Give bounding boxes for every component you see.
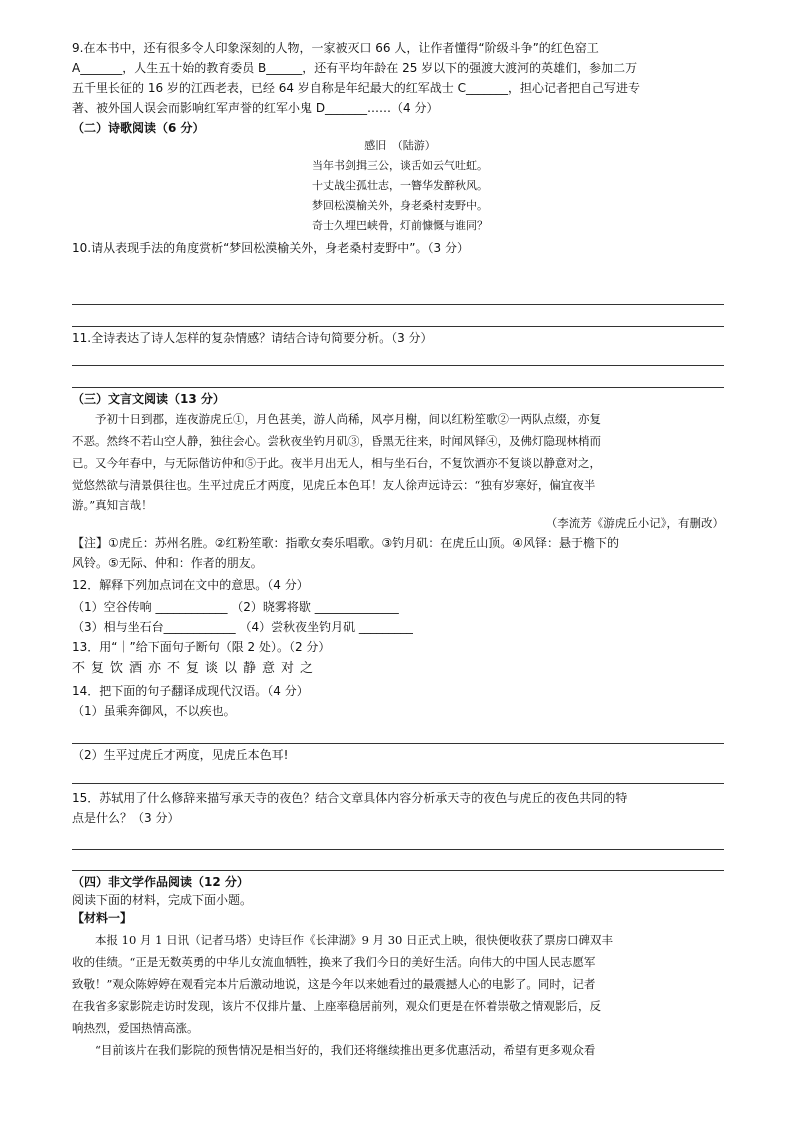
material-1-line-2: 收的佳绩。“正是无数英勇的中华儿女流血牺牲，换来了我们今日的美好生活。向伟大的中国人民志愿军	[72, 955, 596, 969]
material-1-line-4: 在我省多家影院走访时发现，该片不仅排片量、上座率稳居前列，观众们更是在怀着崇敬之情观影后，反	[72, 999, 601, 1013]
answer-line	[72, 783, 724, 784]
poem-line-1: 当年书剑揖三公，谈舌如云气吐虹。	[312, 159, 488, 172]
passage-line-5: 游。”真知言哉！	[72, 498, 153, 512]
note-line-2: 风铃。⑤无际、仲和：作者的朋友。	[72, 556, 263, 570]
q9-line-3: 五千里长征的 16 岁的江西老表，已经 64 岁自称是年纪最大的红军战士 C_______，担心记者把自己写进专	[72, 81, 640, 95]
poem-line-3: 梦回松漠榆关外，身老桑村麦野中。	[312, 199, 488, 212]
section-2-heading: （二）诗歌阅读（6 分）	[72, 121, 205, 135]
question-12-items-b	[72, 617, 724, 637]
q9-line-4: 著、被外国人误会而影响红军声誉的红军小鬼 D_______……（4 分）	[72, 101, 439, 115]
answer-line	[72, 365, 724, 366]
question-15-line-1: 15．苏轼用了什么修辞来描写承天寺的夜色？结合文章具体内容分析承天寺的夜色与虎丘的夜色共同的特	[72, 791, 628, 805]
question-14: 14．把下面的句子翻译成现代汉语。（4 分）	[72, 684, 309, 698]
q14-item-2: （2）生平过虎丘才两度，见虎丘本色耳!	[72, 748, 289, 762]
material-1-line-3: 致敬！”观众陈婷婷在观看完本片后激动地说，这是今年以来她看过的最震撼人心的电影了。同时，记者	[72, 977, 596, 991]
question-12-items-a	[72, 597, 724, 617]
poem-line-4: 奇士久埋巴峡骨，灯前慷慨与谁同？	[312, 219, 488, 232]
q12-item-2: （2）晓雾将歇 ______________	[231, 600, 399, 614]
material-1-label: 【材料一】	[72, 911, 133, 925]
material-1-line-6: “目前该片在我们影院的预售情况是相当好的，我们还将继续推出更多优惠活动，希望有更多观众看	[72, 1043, 596, 1057]
material-1-line-1: 本报 10 月 1 日讯（记者马塔）史诗巨作《长津湖》9 月 30 日正式上映，很快便收获了票房口碑双丰	[72, 933, 613, 947]
q12-item-4: （4）尝秋夜坐钓月矶 _________	[239, 620, 413, 634]
passage-line-1: 予初十日到郡，连夜游虎丘①，月色甚美，游人尚稀，风亭月榭，间以红粉笙歌②一两队点缀，亦复	[72, 412, 601, 426]
section-3-heading: （三）文言文阅读（13 分）	[72, 392, 225, 406]
q12-item-1: （1）空谷传响 ____________	[72, 600, 228, 614]
section-4-intro: 阅读下面的材料，完成下面小题。	[72, 893, 253, 907]
answer-line	[72, 849, 724, 850]
passage-line-2: 不恶。然终不若山空人静，独往会心。尝秋夜坐钓月矶③，昏黑无往来，时闻风铎④，及佛灯隐现林梢而	[72, 434, 601, 448]
section-4-heading: （四）非文学作品阅读（12 分）	[72, 875, 249, 889]
q9-line-2: A_______，人生五十始的教育委员 B______，还有平均年龄在 25 岁以下的强渡大渡河的英雄们，参加二万	[72, 61, 638, 75]
poem-line-2: 十丈战尘孤壮志，一簪华发醉秋风。	[312, 179, 488, 192]
question-13: 13．用“｜”给下面句子断句（限 2 处）。（2 分）	[72, 640, 331, 654]
answer-line	[72, 326, 724, 327]
passage-line-3: 已。又今年春中，与无际偕访仲和⑤于此。夜半月出无人，相与坐石台，不复饮酒亦不复谈以静意对之，	[72, 456, 601, 470]
answer-line	[72, 743, 724, 744]
note-line-1: 【注】①虎丘：苏州名胜。②红粉笙歌：指歌女奏乐唱歌。③钓月矶：在虎丘山顶。④风铎：悬于檐下的	[72, 536, 620, 550]
passage-line-4: 觉悠然欲与清景俱往也。生平过虎丘才两度，见虎丘本色耳！友人徐声远诗云：“独有岁寒好，偏宜夜半	[72, 478, 596, 492]
question-12: 12．解释下列加点词在文中的意思。（4 分）	[72, 578, 309, 592]
q13-sentence: 不复饮酒亦不复谈以静意对之	[72, 661, 320, 676]
question-15-line-2: 点是什么？（3 分）	[72, 811, 180, 825]
question-10: 10.请从表现手法的角度赏析“梦回松漠榆关外，身老桑村麦野中”。（3 分）	[72, 241, 469, 255]
answer-line	[72, 387, 724, 388]
answer-line	[72, 304, 724, 305]
poem-title: 感旧 （陆游）	[364, 139, 436, 152]
question-11: 11.全诗表达了诗人怎样的复杂情感？请结合诗句简要分析。（3 分）	[72, 331, 433, 345]
material-1-line-5: 响热烈，爱国热情高涨。	[72, 1021, 199, 1035]
passage-source: （李流芳《游虎丘小记》，有删改）	[545, 516, 724, 530]
answer-line	[72, 870, 724, 871]
q9-line-1: 9.在本书中，还有很多令人印象深刻的人物，一家被灭口 66 人，让作者懂得“阶级斗争”的红色窑工	[72, 41, 599, 55]
q12-item-3: （3）相与坐石台____________	[72, 620, 236, 634]
q14-item-1: （1）虽乘奔御风，不以疾也。	[72, 704, 236, 718]
